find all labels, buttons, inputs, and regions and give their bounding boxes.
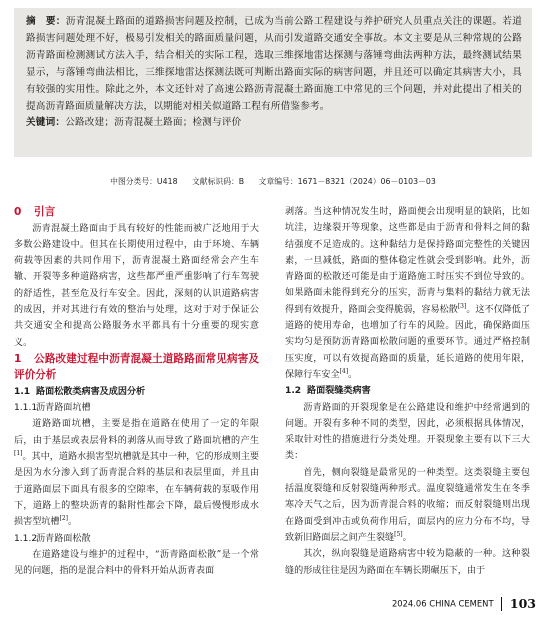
document-code: 文献标识码：B [192,177,245,186]
issue-date: 2024.06 [391,598,427,609]
section-1-heading: 1 公路改建过程中沥青混凝土道路路面常见病害及评价分析 [14,352,259,382]
page-footer [392,596,536,611]
article-number: 文章编号：1671－8321（2024）06－0103－03 [258,177,436,186]
right-column [285,204,530,579]
ravelling-paragraph: 在道路建设与维护的过程中，“沥青路面松散”是一个常见的问题，指的是混合料中的骨料开始从沥青表面 [14,549,259,577]
longitudinal-crack-paragraph: 其次，纵向裂缝是道路病害中较为隐蔽的一种。这种裂缝的形成往往是因为路面在车辆长期碾压下，由于 [285,549,530,576]
clc-number: 中图分类号：U418 [110,177,178,186]
abstract-label: 摘 要： [26,16,66,27]
citation-2: [2] [59,515,68,523]
section-0-heading: 0 引言 [14,206,56,218]
section-1-2-heading: 1.2 路面裂缝类病害 [285,386,371,397]
journal-name: CHINA CEMENT [429,598,494,609]
keywords-label: 关键词： [26,117,66,129]
section-1-1-heading: 1.1 路面松散类病害及成因分析 [14,386,146,397]
abstract-text: 沥青混凝土路面的道路损害问题及控制，已成为当前公路工程建设与养护研究人员重点关注的课题。若道路损害问题处理不好，极易引发相关的路面质量问题，从而引发道路交通安全事故。本文主要是从三种常规的公路沥青路面检测测试方法入手，结合相关的实际工程，选取三维探地雷达探测与落锤弯曲法两种方法，最终测试结果显示，与落锤弯曲法相比，三维探地雷达探测法既可判断出路面实际的病害问题，并且还可以确定其病害大小，具有较强的实用性。除此之外，本文还针对了高速公路沥青混凝土路面施工中常见的三个问题，并对此提出了相关的提高沥青路面质量解决方法，以期能对相关似道路工程有所借鉴参考。 [26,16,522,112]
transverse-crack-paragraph: 首先，侧向裂缝是最常见的一种类型。这类裂缝主要包括温度裂缝和反射裂缝两种形式。温度裂缝通常发生在冬季寒冷天气之后，因为沥青混合料的收缩；而反射裂缝则出现在路面受到冲击或负荷作用后，面层内的应力分布不均，导致新旧路面层之间产生裂缝[5]。 [285,467,530,543]
citation-3: [3] [457,302,467,310]
page-number: 103 [509,596,536,611]
ravelling-continued-paragraph: 剥落。当这种情况发生时，路面便会出现明显的缺陷，比如坑洼，边缘裂开等现象，这些都是由于沥青和骨料之间的黏结强度不足造成的。这种黏结力是保持路面完整性的关键因素，一旦减低，路面的整体稳定性就会受到影响。此外，沥青路面的松散还可能是由于道路施工时压实不到位导致的。如果路面未能得到充分的压实，沥青与集料的黏结力就无法得到有效提升，路面会变得脆弱，容易松散[3]。这不仅降低了道路的使用寿命，也增加了行车的风险。因此，确保路面压实均匀是预防沥青路面松散问题的重要环节。通过严格控制压实度，可以有效提高路面的质量，延长道路的使用年限，保障行车安全[4]。 [285,207,530,380]
abstract-section [26,14,522,132]
intro-paragraph: 沥青混凝土路面由于具有较好的性能而被广泛地用于大多数公路建设中。但其在长期使用过程中，由于环境、车辆荷载等因素的共同作用下，沥青混凝土路面经常会产生车辙、开裂等多种道路病害，这些都严重严重影响了行车驾驶的舒适性，甚至危及行车安全。因此，深刻的认识道路病害的成因，并对其进行有效的整治与处理，这对于对于保证公共交通安全和提高公路服务水平都具有十分重要的现实意义。 [14,223,259,348]
citation-5: [5] [394,530,403,538]
section-1-1-1-heading: 1.1.1沥青路面坑槽 [14,403,91,414]
citation-1: [1] [14,450,23,458]
classification-line [0,176,546,187]
left-column [14,204,259,579]
pothole-paragraph: 道路路面坑槽，主要是指在道路在使用了一定的年限后，由于基层或表层骨料的剥落从而导致了路面坑槽的产生[1]。其中，道路水损害型坑槽就是其中一种，它的形成则主要是因为水分渗入到了沥青混合料的基层和表层里面，并且由于道路面层下面具有很多的空隙率，在车辆荷载的泵吸作用下，道路上的整块沥青的黏附性都会下降，最后慢慢形成水损害型坑槽[2]。 [14,419,259,528]
citation-4: [4] [339,367,349,375]
keywords-text: 公路改建；沥青混凝土路面；检测与评价 [65,117,242,129]
cracking-intro-paragraph: 沥青路面的开裂现象是在公路建设和维护中经常遇到的问题。开裂有多种不同的类型，因此，必须根据具体情况，采取针对性的措施进行分类处理。开裂现象主要有以下三大类： [285,402,530,462]
section-1-1-2-heading: 1.1.2沥青路面松散 [14,533,91,544]
footer-divider [501,597,502,611]
